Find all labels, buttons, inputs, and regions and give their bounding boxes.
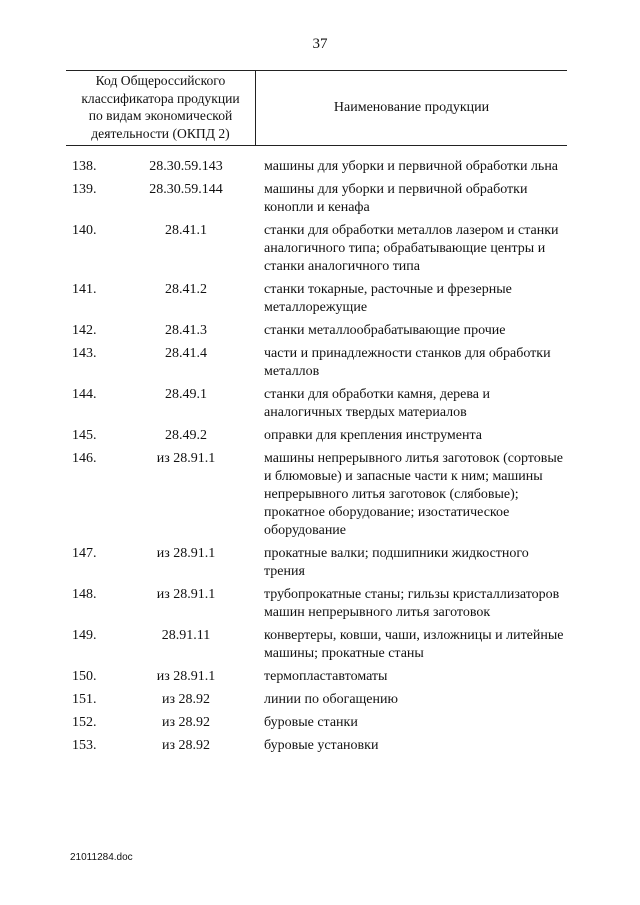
table-row bbox=[0, 427, 640, 445]
row-code: из 28.91.1 bbox=[156, 587, 216, 602]
row-code: 28.41.4 bbox=[165, 346, 207, 361]
header-code-column bbox=[66, 71, 256, 145]
table-row bbox=[0, 322, 640, 340]
row-number: 143. bbox=[72, 346, 97, 361]
row-code: из 28.92 bbox=[161, 692, 211, 707]
row-name: станки металлообрабатывающие прочие bbox=[264, 323, 506, 338]
row-number: 149. bbox=[72, 628, 97, 643]
row-number: 144. bbox=[72, 387, 97, 402]
row-code: 28.30.59.144 bbox=[149, 182, 223, 197]
row-number: 151. bbox=[72, 692, 97, 707]
row-number: 152. bbox=[72, 715, 97, 730]
row-code: из 28.91.1 bbox=[156, 669, 216, 684]
table-row bbox=[0, 181, 640, 217]
row-name: прокатные валки; подшипники жидкостного трения bbox=[264, 546, 529, 579]
table-row bbox=[0, 586, 640, 622]
table-header bbox=[66, 70, 567, 146]
row-number: 138. bbox=[72, 159, 97, 174]
row-number: 150. bbox=[72, 669, 97, 684]
table-row bbox=[0, 345, 640, 381]
row-number: 145. bbox=[72, 428, 97, 443]
row-number: 139. bbox=[72, 182, 97, 197]
row-code: 28.41.2 bbox=[165, 282, 207, 297]
row-number: 148. bbox=[72, 587, 97, 602]
row-name: станки для обработки камня, дерева и аналогичных твердых материалов bbox=[264, 387, 491, 420]
row-name: машины для уборки и первичной обработки конопли и кенафа bbox=[264, 182, 528, 215]
table-row bbox=[0, 222, 640, 276]
row-number: 147. bbox=[72, 546, 97, 561]
header-name-label: Наименование продукции bbox=[333, 100, 490, 115]
row-name: станки токарные, расточные и фрезерные металлорежущие bbox=[264, 282, 512, 315]
row-number: 140. bbox=[72, 223, 97, 238]
table-row bbox=[0, 281, 640, 317]
table-row bbox=[0, 691, 640, 709]
row-name: машины для уборки и первичной обработки льна bbox=[264, 159, 559, 174]
row-name: части и принадлежности станков для обработки металлов bbox=[264, 346, 551, 379]
row-name: линии по обогащению bbox=[264, 692, 398, 707]
table-row bbox=[0, 158, 640, 176]
document-filename: 21011284.doc bbox=[70, 852, 133, 863]
page-number: 37 bbox=[312, 36, 328, 52]
row-code: 28.41.1 bbox=[165, 223, 207, 238]
table-row bbox=[0, 386, 640, 422]
table-body bbox=[0, 158, 640, 760]
row-number: 146. bbox=[72, 451, 97, 466]
row-code: из 28.91.1 bbox=[156, 451, 216, 466]
table-row bbox=[0, 450, 640, 540]
row-name: станки для обработки металлов лазером и станки аналогичного типа; обрабатывающие центры и станки аналогичного типа bbox=[264, 223, 559, 274]
row-code: из 28.92 bbox=[161, 715, 211, 730]
row-code: 28.41.3 bbox=[165, 323, 207, 338]
table-row bbox=[0, 627, 640, 663]
row-name: термопластавтоматы bbox=[264, 669, 388, 684]
header-name-column bbox=[256, 71, 567, 145]
row-code: из 28.91.1 bbox=[156, 546, 216, 561]
row-name: буровые установки bbox=[264, 738, 379, 753]
row-number: 141. bbox=[72, 282, 97, 297]
row-name: трубопрокатные станы; гильзы кристаллизаторов машин непрерывного литья заготовок bbox=[264, 587, 560, 620]
row-name: машины непрерывного литья заготовок (сортовые и блюмовые) и запасные части к ним; машины непрерывного литья заготовок (слябовые); прокатное оборудование; изостатическое оборудование bbox=[264, 451, 563, 538]
row-code: 28.49.2 bbox=[165, 428, 207, 443]
row-code: 28.30.59.143 bbox=[149, 159, 223, 174]
table-row bbox=[0, 737, 640, 755]
header-code-line: по видам экономической bbox=[88, 108, 233, 123]
table-row bbox=[0, 668, 640, 686]
row-number: 153. bbox=[72, 738, 97, 753]
header-code-line: деятельности (ОКПД 2) bbox=[91, 125, 230, 141]
header-code-line: Код Общероссийского bbox=[95, 73, 226, 88]
row-code: 28.91.11 bbox=[161, 628, 211, 643]
table-row bbox=[0, 714, 640, 732]
header-code-line: классификатора продукции bbox=[81, 90, 240, 106]
row-name: оправки для крепления инструмента bbox=[264, 428, 482, 443]
row-name: буровые станки bbox=[264, 715, 358, 730]
row-code: 28.49.1 bbox=[165, 387, 207, 402]
row-name: конвертеры, ковши, чаши, изложницы и литейные машины; прокатные станы bbox=[264, 628, 564, 661]
table-row bbox=[0, 545, 640, 581]
row-code: из 28.92 bbox=[161, 738, 211, 753]
row-number: 142. bbox=[72, 323, 97, 338]
